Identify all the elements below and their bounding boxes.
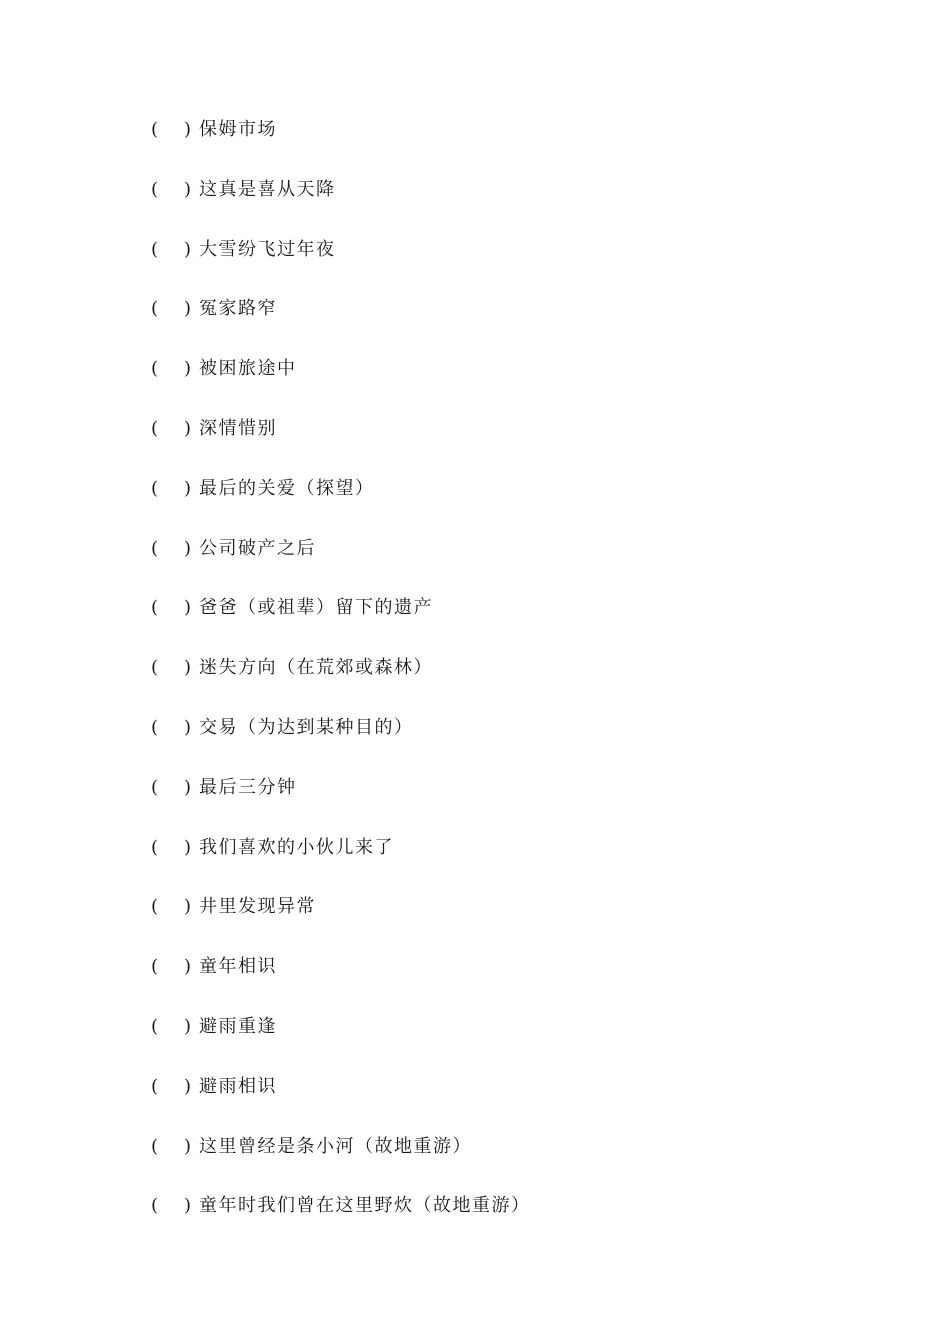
list-item [151, 234, 531, 294]
item-text: 爸爸（或祖辈）留下的遗产 [199, 597, 433, 619]
item-text: 最后的关爱（探望） [199, 477, 375, 499]
list-item [151, 592, 531, 652]
open-paren: ( [151, 716, 160, 738]
item-text: 公司破产之后 [199, 537, 316, 559]
item-text: 最后三分钟 [199, 776, 297, 798]
close-paren: ) [184, 657, 193, 679]
item-text: 童年时我们曾在这里野炊（故地重游） [199, 1195, 531, 1217]
close-paren: ) [184, 956, 193, 978]
list-item [151, 832, 531, 892]
open-paren: ( [151, 1135, 160, 1157]
list-item [151, 1131, 531, 1191]
close-paren: ) [184, 417, 193, 439]
list-item [151, 772, 531, 832]
close-paren: ) [184, 716, 193, 738]
item-text: 迷失方向（在荒郊或森林） [199, 657, 433, 679]
list-item [151, 114, 531, 174]
list-item [151, 712, 531, 772]
close-paren: ) [184, 178, 193, 200]
close-paren: ) [184, 358, 193, 380]
open-paren: ( [151, 178, 160, 200]
open-paren: ( [151, 1075, 160, 1097]
list-item [151, 413, 531, 473]
close-paren: ) [184, 776, 193, 798]
open-paren: ( [151, 657, 160, 679]
open-paren: ( [151, 119, 160, 140]
open-paren: ( [151, 1015, 160, 1037]
close-paren: ) [184, 477, 193, 499]
item-text: 这里曾经是条小河（故地重游） [199, 1135, 472, 1157]
list-item [151, 951, 531, 1011]
item-text: 保姆市场 [199, 119, 277, 140]
close-paren: ) [184, 537, 193, 559]
open-paren: ( [151, 298, 160, 320]
list-item [151, 353, 531, 413]
list-item [151, 1190, 531, 1250]
open-paren: ( [151, 537, 160, 559]
close-paren: ) [184, 597, 193, 619]
open-paren: ( [151, 1195, 160, 1217]
list-item [151, 1071, 531, 1131]
open-paren: ( [151, 417, 160, 439]
open-paren: ( [151, 477, 160, 499]
close-paren: ) [184, 1075, 193, 1097]
item-text: 避雨相识 [199, 1075, 277, 1097]
open-paren: ( [151, 956, 160, 978]
item-text: 交易（为达到某种目的） [199, 716, 414, 738]
open-paren: ( [151, 238, 160, 260]
open-paren: ( [151, 836, 160, 858]
item-text: 被困旅途中 [199, 358, 297, 380]
item-text: 这真是喜从天降 [199, 178, 336, 200]
close-paren: ) [184, 1135, 193, 1157]
topic-list [151, 114, 531, 1250]
open-paren: ( [151, 896, 160, 918]
open-paren: ( [151, 776, 160, 798]
close-paren: ) [184, 238, 193, 260]
item-text: 我们喜欢的小伙儿来了 [199, 836, 394, 858]
item-text: 深情惜别 [199, 417, 277, 439]
open-paren: ( [151, 597, 160, 619]
close-paren: ) [184, 1015, 193, 1037]
item-text: 井里发现异常 [199, 896, 316, 918]
close-paren: ) [184, 1195, 193, 1217]
list-item [151, 473, 531, 533]
item-text: 大雪纷飞过年夜 [199, 238, 336, 260]
close-paren: ) [184, 836, 193, 858]
list-item [151, 1011, 531, 1071]
list-item [151, 174, 531, 234]
list-item [151, 533, 531, 593]
item-text: 童年相识 [199, 956, 277, 978]
item-text: 避雨重逢 [199, 1015, 277, 1037]
close-paren: ) [184, 119, 193, 140]
close-paren: ) [184, 298, 193, 320]
close-paren: ) [184, 896, 193, 918]
list-item [151, 293, 531, 353]
item-text: 冤家路窄 [199, 298, 277, 320]
list-item [151, 891, 531, 951]
list-item [151, 652, 531, 712]
open-paren: ( [151, 358, 160, 380]
